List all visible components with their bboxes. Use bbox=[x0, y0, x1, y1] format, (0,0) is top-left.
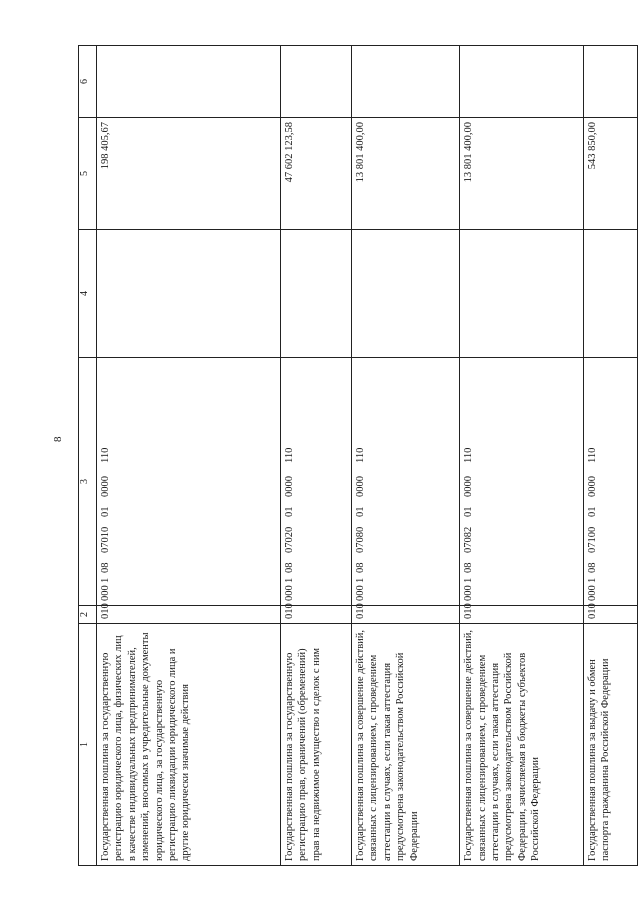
header-cell: 5 bbox=[79, 118, 97, 230]
row-col4 bbox=[460, 230, 584, 358]
row-budget-code: 000 1 08 07082 01 0000 110 bbox=[460, 358, 584, 606]
row-col6 bbox=[96, 46, 280, 118]
row-budget-code: 000 1 08 07080 01 0000 110 bbox=[351, 358, 459, 606]
table-row bbox=[351, 46, 459, 866]
table-row bbox=[583, 46, 637, 866]
row-col6 bbox=[460, 46, 584, 118]
header-cell: 1 bbox=[79, 624, 97, 866]
row-amount: 543 850,00 bbox=[583, 118, 637, 230]
revenue-table bbox=[78, 45, 638, 866]
header-cell: 3 bbox=[79, 358, 97, 606]
page-number: 8 bbox=[52, 436, 64, 442]
row-amount: 13 801 400,00 bbox=[460, 118, 584, 230]
row-name: Государственная пошлина за совершение действий, связанных с лицензированием, с проведением аттестации в случаях, если такая аттестация предусмотрена законодательством Российской Федерации, зачисляемая в бюджеты субъектов Российской Федерации bbox=[460, 624, 584, 866]
row-code: 010 bbox=[583, 606, 637, 624]
row-name: Государственная пошлина за совершение действий, связанных с лицензированием, с проведением аттестации в случаях, если такая аттестация предусмотрена законодательством Российской Федерации bbox=[351, 624, 459, 866]
row-col4 bbox=[351, 230, 459, 358]
header-cell: 6 bbox=[79, 46, 97, 118]
row-code: 010 bbox=[281, 606, 352, 624]
header-cell: 2 bbox=[79, 606, 97, 624]
table-row bbox=[460, 46, 584, 866]
document-page bbox=[78, 46, 640, 861]
row-col4 bbox=[281, 230, 352, 358]
row-budget-code: 000 1 08 07100 01 0000 110 bbox=[583, 358, 637, 606]
row-amount: 13 801 400,00 bbox=[351, 118, 459, 230]
row-budget-code: 000 1 08 07010 01 0000 110 bbox=[96, 358, 280, 606]
row-col4 bbox=[96, 230, 280, 358]
row-name: Государственная пошлина за государственную регистрацию прав, ограничений (обременений) прав на недвижимое имущество и сделок с ним bbox=[281, 624, 352, 866]
row-amount: 47 602 123,58 bbox=[281, 118, 352, 230]
row-code: 010 bbox=[351, 606, 459, 624]
row-code: 010 bbox=[96, 606, 280, 624]
header-cell: 4 bbox=[79, 230, 97, 358]
row-name: Государственная пошлина за государственную регистрацию юридического лица, физических лиц в качестве индивидуальных предпринимателей, изменений, вносимых в учредительные документы юридического лица, за государственную регистрацию ликвидации юридического лица и другие юридически значимые действия bbox=[96, 624, 280, 866]
row-amount: 198 405,67 bbox=[96, 118, 280, 230]
row-name: Государственная пошлина за выдачу и обмен паспорта гражданина Российской Федерации bbox=[583, 624, 637, 866]
row-col6 bbox=[351, 46, 459, 118]
table-row bbox=[96, 46, 280, 866]
row-col6 bbox=[583, 46, 637, 118]
row-col4 bbox=[583, 230, 637, 358]
table-header-row bbox=[79, 46, 97, 866]
row-col6 bbox=[281, 46, 352, 118]
row-code: 010 bbox=[460, 606, 584, 624]
row-budget-code: 000 1 08 07020 01 0000 110 bbox=[281, 358, 352, 606]
table-row bbox=[281, 46, 352, 866]
